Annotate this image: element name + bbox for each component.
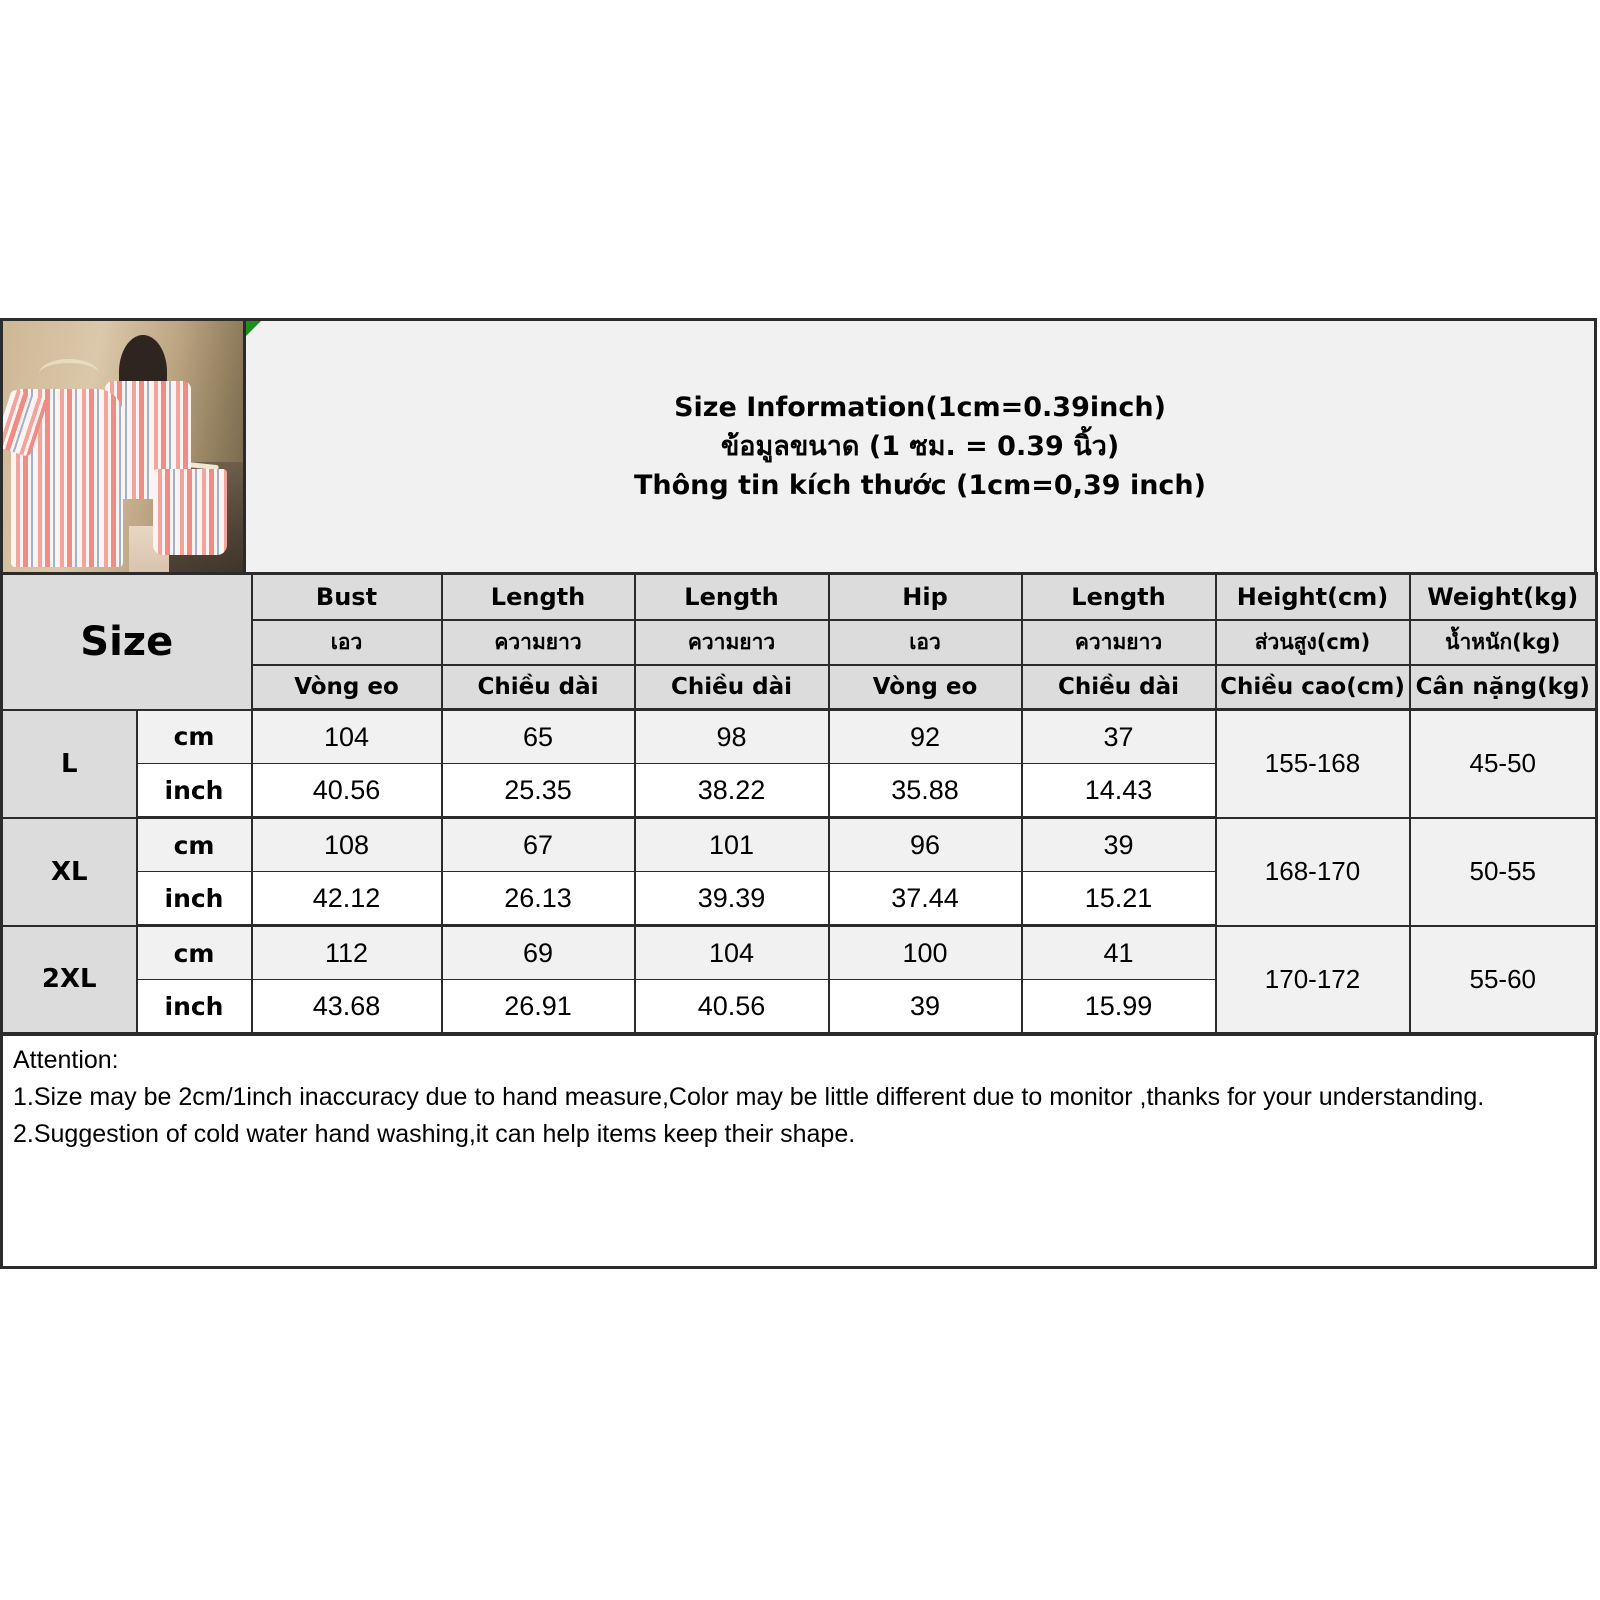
column-header-length3-en: Length [1022, 574, 1216, 620]
column-header-hip-vi: Vòng eo [829, 665, 1022, 710]
attention-note [0, 1033, 1597, 1269]
column-header-length1-vi: Chiều dài [442, 665, 635, 710]
title-english: Size Information(1cm=0.39inch) [674, 392, 1166, 423]
top-band [0, 318, 1597, 575]
column-header-bust-en: Bust [252, 574, 442, 620]
attention-line-2: 2.Suggestion of cold water hand washing,it can help items keep their shape. [13, 1120, 856, 1148]
weight-range-cell: 45-50 [1410, 710, 1597, 818]
column-header-weight-en: Weight(kg) [1410, 574, 1597, 620]
measurement-cell: 14.43 [1022, 764, 1216, 818]
title-vietnamese: Thông tin kích thước (1cm=0,39 inch) [633, 470, 1206, 501]
measurement-cell: 37.44 [829, 872, 1022, 926]
unit-label-cm: cm [137, 710, 252, 764]
measurement-cell: 65 [442, 710, 635, 764]
measurement-cell: 96 [829, 818, 1022, 872]
measurement-cell: 40.56 [252, 764, 442, 818]
measurement-cell: 108 [252, 818, 442, 872]
corner-marker-icon [246, 321, 261, 336]
measurement-cell: 35.88 [829, 764, 1022, 818]
column-header-bust-th: เอว [252, 620, 442, 665]
measurement-cell: 15.99 [1022, 980, 1216, 1034]
measurement-cell: 98 [635, 710, 829, 764]
size-header: Size [2, 574, 252, 710]
measurement-cell: 26.13 [442, 872, 635, 926]
column-header-height-en: Height(cm) [1216, 574, 1410, 620]
column-header-length3-vi: Chiều dài [1022, 665, 1216, 710]
header-row-english [2, 574, 1597, 620]
table-row-xl-cm [2, 818, 1597, 872]
size-title-cell [246, 321, 1594, 572]
measurement-cell: 37 [1022, 710, 1216, 764]
column-header-height-th: ส่วนสูง(cm) [1216, 620, 1410, 665]
measurement-cell: 101 [635, 818, 829, 872]
measurement-cell: 40.56 [635, 980, 829, 1034]
measurement-cell: 41 [1022, 926, 1216, 980]
unit-label-cm: cm [137, 818, 252, 872]
unit-label-inch: inch [137, 764, 252, 818]
column-header-bust-vi: Vòng eo [252, 665, 442, 710]
height-range-cell: 170-172 [1216, 926, 1410, 1034]
column-header-height-vi: Chiều cao(cm) [1216, 665, 1410, 710]
measurement-cell: 104 [635, 926, 829, 980]
title-thai: ข้อมูลขนาด (1 ซม. = 0.39 นิ้ว) [720, 431, 1120, 462]
size-label-2xl: 2XL [2, 926, 137, 1034]
size-label-xl: XL [2, 818, 137, 926]
height-range-cell: 168-170 [1216, 818, 1410, 926]
table-row-2xl-cm [2, 926, 1597, 980]
column-header-length2-en: Length [635, 574, 829, 620]
measurement-cell: 104 [252, 710, 442, 764]
measurement-cell: 67 [442, 818, 635, 872]
measurement-cell: 42.12 [252, 872, 442, 926]
measurement-cell: 112 [252, 926, 442, 980]
size-chart-block [0, 318, 1597, 1269]
measurement-cell: 25.35 [442, 764, 635, 818]
measurement-cell: 39.39 [635, 872, 829, 926]
column-header-length2-th: ความยาว [635, 620, 829, 665]
product-photo [3, 321, 246, 572]
column-header-weight-th: น้ำหนัก(kg) [1410, 620, 1597, 665]
measurement-cell: 69 [442, 926, 635, 980]
column-header-length1-en: Length [442, 574, 635, 620]
measurement-cell: 26.91 [442, 980, 635, 1034]
height-range-cell: 155-168 [1216, 710, 1410, 818]
column-header-hip-en: Hip [829, 574, 1022, 620]
attention-heading: Attention: [13, 1046, 119, 1074]
unit-label-cm: cm [137, 926, 252, 980]
weight-range-cell: 50-55 [1410, 818, 1597, 926]
column-header-hip-th: เอว [829, 620, 1022, 665]
attention-line-1: 1.Size may be 2cm/1inch inaccuracy due to hand measure,Color may be little different due to monitor ,thanks for your understanding. [13, 1083, 1485, 1111]
measurement-cell: 43.68 [252, 980, 442, 1034]
photo-pajama-shorts [153, 469, 227, 555]
weight-range-cell: 55-60 [1410, 926, 1597, 1034]
measurement-cell: 100 [829, 926, 1022, 980]
measurement-cell: 38.22 [635, 764, 829, 818]
photo-hanger [39, 359, 99, 389]
table-row-l-cm [2, 710, 1597, 764]
column-header-length2-vi: Chiều dài [635, 665, 829, 710]
column-header-length1-th: ความยาว [442, 620, 635, 665]
column-header-weight-vi: Cân nặng(kg) [1410, 665, 1597, 710]
column-header-length3-th: ความยาว [1022, 620, 1216, 665]
measurement-cell: 92 [829, 710, 1022, 764]
measurement-cell: 39 [1022, 818, 1216, 872]
measurement-cell: 39 [829, 980, 1022, 1034]
unit-label-inch: inch [137, 872, 252, 926]
unit-label-inch: inch [137, 980, 252, 1034]
measurement-cell: 15.21 [1022, 872, 1216, 926]
size-label-l: L [2, 710, 137, 818]
size-table [0, 572, 1598, 1035]
